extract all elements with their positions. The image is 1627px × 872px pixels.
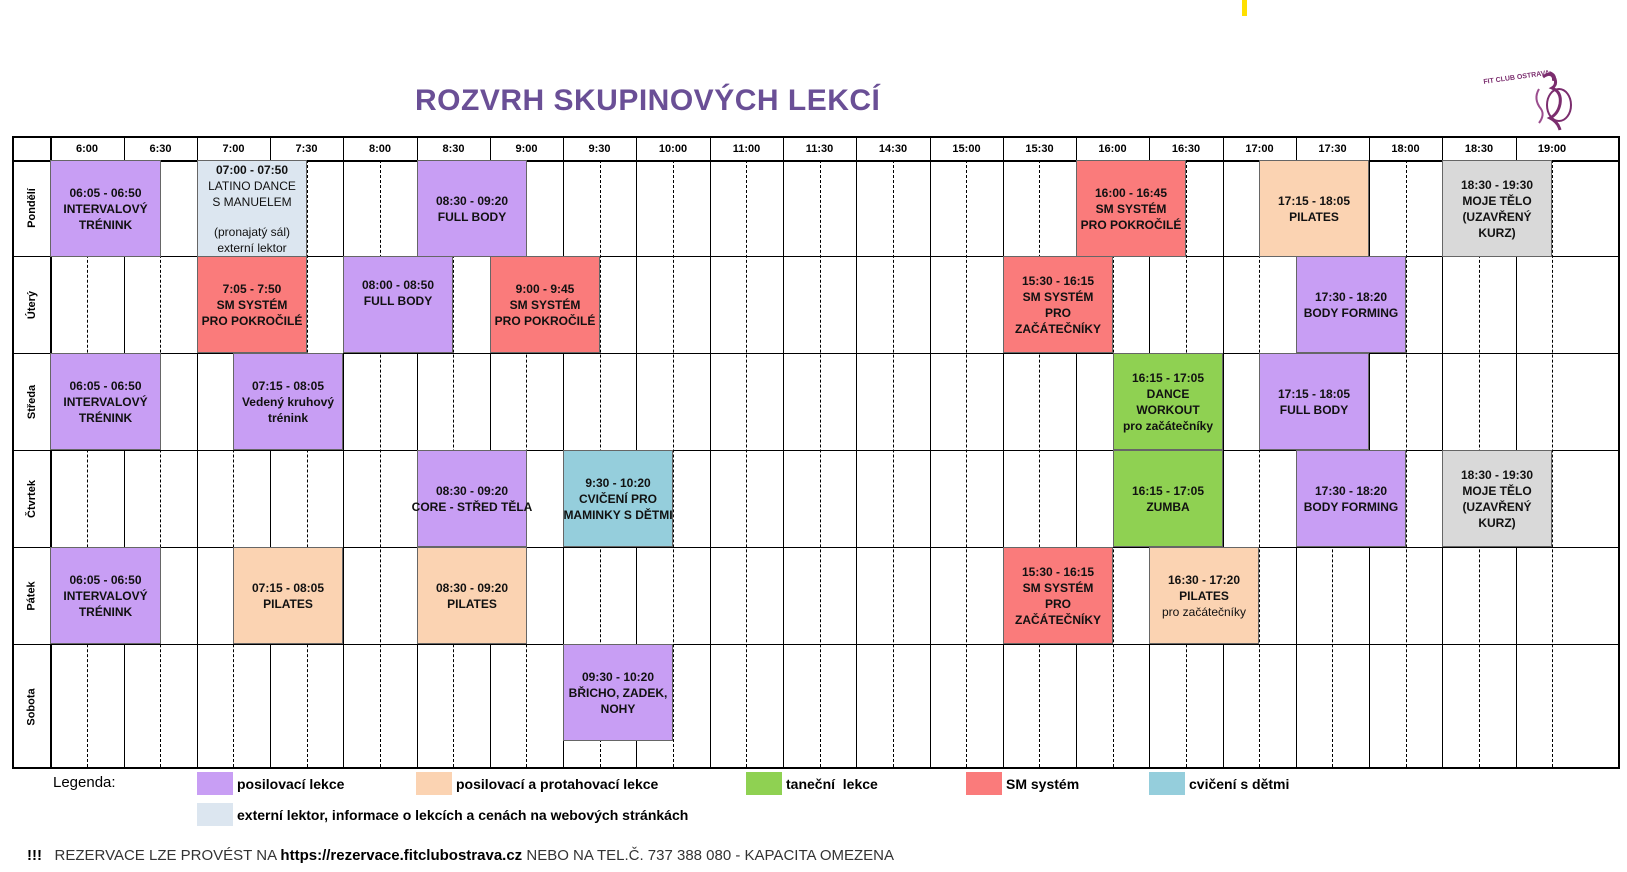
quarter-divider bbox=[893, 160, 894, 767]
lesson-name: LATINO DANCE bbox=[208, 178, 296, 193]
lesson-name: BODY FORMING bbox=[1303, 499, 1399, 514]
lesson-name: MOJE TĚLO bbox=[1462, 483, 1532, 498]
lesson-name: BODY FORMING bbox=[1303, 305, 1399, 320]
quarter-divider bbox=[746, 160, 747, 767]
lesson-name: BŘICHO, ZADEK, bbox=[568, 685, 668, 700]
lesson-tue-sm-2[interactable] bbox=[490, 256, 600, 353]
time-label: 17:00 bbox=[1245, 143, 1274, 155]
lesson-name: FULL BODY bbox=[1279, 402, 1349, 417]
legend-label: externí lektor, informace o lekcích a cenách na webových stránkách bbox=[237, 807, 689, 823]
col-divider bbox=[783, 138, 784, 767]
lesson-name: ZUMBA bbox=[1146, 499, 1190, 514]
lesson-name: SM SYSTÉM bbox=[216, 297, 288, 312]
day-label-tuesday bbox=[14, 256, 50, 353]
col-divider bbox=[1223, 138, 1224, 767]
lesson-time: 16:15 - 17:05 bbox=[1131, 370, 1205, 385]
day-text: Úterý bbox=[26, 290, 38, 319]
lesson-time: 18:30 - 19:30 bbox=[1460, 467, 1534, 482]
col-divider bbox=[1003, 138, 1004, 767]
legend-label: cvičení s dětmi bbox=[1189, 776, 1290, 792]
lesson-time: 17:15 - 18:05 bbox=[1277, 193, 1351, 208]
lesson-time: 7:05 - 7:50 bbox=[222, 281, 282, 296]
time-label: 11:00 bbox=[732, 143, 761, 155]
lesson-time: 06:05 - 06:50 bbox=[69, 185, 142, 200]
lesson-name: (UZAVŘENÝ KURZ) bbox=[1462, 499, 1532, 530]
lesson-time: 08:00 - 08:50 bbox=[361, 278, 435, 292]
lesson-fri-pilates-2[interactable] bbox=[417, 547, 527, 644]
lesson-name: pro začátečníky bbox=[1161, 604, 1247, 619]
lesson-time: 08:30 - 09:20 bbox=[435, 580, 509, 595]
time-label: 19:00 bbox=[1537, 143, 1567, 155]
day-label-saturday bbox=[14, 644, 50, 769]
day-text: Pondělí bbox=[26, 188, 39, 228]
lesson-time: 9:30 - 10:20 bbox=[585, 475, 651, 490]
day-text: Pátek bbox=[25, 580, 38, 611]
quarter-divider bbox=[1552, 160, 1553, 767]
lesson-mon-fullbody[interactable] bbox=[417, 160, 527, 257]
lesson-name: INTERVALOVÝ bbox=[63, 201, 148, 216]
quarter-divider bbox=[820, 160, 821, 767]
lesson-thu-bodyforming[interactable] bbox=[1296, 450, 1406, 547]
time-label: 14:30 bbox=[878, 143, 908, 155]
lesson-name: MAMINKY S DĚTMI bbox=[563, 507, 673, 522]
lesson-time: 07:15 - 08:05 bbox=[251, 378, 325, 393]
lesson-tue-sm-3[interactable] bbox=[1003, 256, 1113, 353]
lesson-time: 18:30 - 19:30 bbox=[1460, 177, 1534, 192]
lesson-wed-fullbody[interactable] bbox=[1259, 353, 1369, 450]
lesson-wed-interval[interactable] bbox=[50, 353, 161, 450]
lesson-time: 06:05 - 06:50 bbox=[69, 572, 142, 587]
day-label-wednesday bbox=[14, 353, 50, 450]
time-label: 8:00 bbox=[368, 143, 392, 155]
lesson-tue-sm-1[interactable] bbox=[197, 256, 307, 353]
lesson-time: 08:30 - 09:20 bbox=[435, 483, 509, 498]
footer-text: REZERVACE LZE PROVÉST NA bbox=[54, 847, 277, 864]
lesson-mon-mojetelo[interactable] bbox=[1442, 160, 1552, 257]
legend-label: taneční lekce bbox=[786, 776, 878, 792]
day-text: Středa bbox=[26, 384, 38, 419]
lesson-tue-bodyforming[interactable] bbox=[1296, 256, 1406, 353]
time-label: 7:30 bbox=[295, 143, 318, 155]
time-label: 7:00 bbox=[222, 143, 245, 155]
day-label-monday bbox=[14, 160, 50, 256]
lesson-time: 07:15 - 08:05 bbox=[251, 580, 325, 595]
time-label: 17:30 bbox=[1318, 143, 1347, 155]
lesson-name: MOJE TĚLO bbox=[1462, 193, 1532, 208]
lesson-name: SM SYSTÉM bbox=[1095, 201, 1167, 216]
lesson-time: 17:30 - 18:20 bbox=[1314, 289, 1388, 304]
reservation-link[interactable]: https://rezervace.fitclubostrava.cz bbox=[280, 847, 523, 864]
lesson-name: DANCE WORKOUT bbox=[1136, 386, 1200, 417]
legend-title: Legenda: bbox=[53, 774, 116, 791]
time-label: 18:00 bbox=[1391, 143, 1420, 155]
lesson-name: trénink bbox=[267, 410, 308, 425]
time-label: 16:30 bbox=[1171, 143, 1201, 155]
legend-swatch-sm bbox=[966, 772, 1002, 795]
yellow-mark bbox=[1242, 0, 1247, 16]
lesson-name: PRO POKROČILÉ bbox=[201, 313, 303, 328]
lesson-time: 17:30 - 18:20 bbox=[1314, 483, 1388, 498]
lesson-time: 16:00 - 16:45 bbox=[1094, 185, 1168, 200]
legend-swatch-tanecni bbox=[746, 772, 782, 795]
time-label: 18:30 bbox=[1464, 143, 1494, 155]
lesson-wed-kruhovy[interactable] bbox=[233, 353, 343, 450]
lesson-time: 17:15 - 18:05 bbox=[1277, 386, 1351, 401]
lesson-name: TRÉNINK bbox=[78, 410, 133, 425]
col-divider bbox=[856, 138, 857, 767]
lesson-time: 07:00 - 07:50 bbox=[215, 162, 289, 177]
lesson-name: TRÉNINK bbox=[78, 604, 133, 619]
lesson-wed-dance[interactable] bbox=[1113, 353, 1223, 450]
legend-label: posilovací lekce bbox=[237, 776, 345, 792]
time-label: 8:30 bbox=[442, 143, 465, 155]
legend-swatch-deti bbox=[1149, 772, 1185, 795]
footer-note bbox=[27, 847, 894, 864]
lesson-mon-pilates[interactable] bbox=[1259, 160, 1369, 257]
lesson-time: 9:00 - 9:45 bbox=[515, 281, 575, 296]
lesson-name: CVIČENÍ PRO bbox=[578, 491, 657, 506]
row-divider bbox=[14, 644, 1618, 645]
lesson-name: INTERVALOVÝ bbox=[63, 394, 148, 409]
quarter-divider bbox=[1039, 160, 1040, 767]
lesson-name: FULL BODY bbox=[363, 294, 433, 308]
time-label: 6:30 bbox=[149, 143, 172, 155]
quarter-divider bbox=[307, 160, 308, 767]
quarter-divider bbox=[966, 160, 967, 767]
legend-swatch-posilovaci bbox=[197, 772, 233, 795]
lesson-name: PILATES bbox=[447, 596, 497, 611]
lesson-sat-bricho[interactable] bbox=[563, 644, 673, 741]
lesson-name: PILATES bbox=[263, 596, 313, 611]
lesson-fri-pilates-1[interactable] bbox=[233, 547, 343, 644]
page-title: ROZVRH SKUPINOVÝCH LEKCÍ bbox=[415, 84, 881, 117]
lesson-name: PRO POKROČILÉ bbox=[1080, 217, 1182, 232]
lesson-thu-core[interactable] bbox=[411, 450, 533, 547]
lesson-name: PRO POKROČILÉ bbox=[494, 313, 596, 328]
lesson-name: NOHY bbox=[600, 701, 636, 716]
legend-swatch-protahovaci bbox=[416, 772, 452, 795]
time-label: 15:00 bbox=[952, 143, 981, 155]
time-label: 9:00 bbox=[515, 143, 538, 155]
footer-marks: !!! bbox=[27, 847, 42, 864]
lesson-time: 15:30 - 16:15 bbox=[1021, 273, 1095, 288]
lesson-thu-maminky[interactable] bbox=[563, 450, 673, 547]
lesson-name: SM SYSTÉM bbox=[1022, 289, 1094, 304]
lesson-name: Vedený kruhový bbox=[241, 394, 335, 409]
lesson-note: externí lektor bbox=[217, 240, 287, 255]
lesson-tue-fullbody[interactable] bbox=[343, 256, 453, 353]
legend-label: posilovací a protahovací lekce bbox=[456, 776, 659, 792]
legend-swatch-externi bbox=[197, 803, 233, 826]
lesson-mon-sm[interactable] bbox=[1076, 160, 1186, 257]
col-divider bbox=[343, 138, 344, 767]
footer-text: NEBO NA TEL.Č. 737 388 080 - KAPACITA OMEZENA bbox=[526, 847, 895, 864]
time-label: 9:30 bbox=[588, 143, 611, 155]
lesson-time: 06:05 - 06:50 bbox=[69, 378, 142, 393]
lesson-time: 16:30 - 17:20 bbox=[1167, 572, 1241, 587]
quarter-divider bbox=[1406, 160, 1407, 767]
lesson-name: (UZAVŘENÝ KURZ) bbox=[1462, 209, 1532, 240]
time-label: 10:00 bbox=[658, 143, 688, 155]
lesson-time: 09:30 - 10:20 bbox=[581, 669, 655, 684]
day-text: Sobota bbox=[26, 687, 38, 726]
lesson-name: S MANUELEM bbox=[212, 194, 292, 209]
lesson-mon-latino[interactable] bbox=[197, 160, 307, 257]
lesson-name: SM SYSTÉM bbox=[1022, 580, 1094, 595]
lesson-name: pro začátečníky bbox=[1122, 418, 1214, 433]
logo-text: FIT CLUB OSTRAVA bbox=[1483, 69, 1551, 86]
lesson-thu-zumba[interactable] bbox=[1113, 450, 1223, 547]
time-label: 6:00 bbox=[75, 143, 99, 155]
col-divider bbox=[710, 138, 711, 767]
lesson-name: PILATES bbox=[1289, 209, 1339, 224]
lesson-name: FULL BODY bbox=[437, 209, 507, 224]
lesson-name: PILATES bbox=[1179, 588, 1229, 603]
lesson-time: 08:30 - 09:20 bbox=[435, 193, 509, 208]
day-text: Čtvrtek bbox=[26, 479, 38, 518]
time-label: 11:30 bbox=[805, 143, 834, 155]
schedule-grid bbox=[12, 136, 1620, 769]
time-label: 15:30 bbox=[1025, 143, 1054, 155]
lesson-name: SM SYSTÉM bbox=[509, 297, 581, 312]
lesson-time: 15:30 - 16:15 bbox=[1021, 564, 1095, 579]
lesson-time: 16:15 - 17:05 bbox=[1131, 483, 1205, 498]
lesson-name: PRO ZAČÁTEČNÍKY bbox=[1015, 596, 1101, 627]
lesson-fri-interval[interactable] bbox=[50, 547, 161, 644]
lesson-thu-mojetelo[interactable] bbox=[1442, 450, 1552, 547]
lesson-name: INTERVALOVÝ bbox=[63, 588, 148, 603]
day-label-thursday bbox=[14, 450, 50, 547]
legend-label: SM systém bbox=[1006, 776, 1080, 792]
lesson-fri-pilates-3[interactable] bbox=[1149, 547, 1259, 644]
lesson-note: (pronajatý sál) bbox=[213, 224, 291, 239]
day-label-friday bbox=[14, 547, 50, 644]
lesson-fri-sm[interactable] bbox=[1003, 547, 1113, 644]
lesson-name: PRO ZAČÁTEČNÍKY bbox=[1015, 305, 1101, 336]
lesson-name: CORE - STŘED TĚLA bbox=[411, 499, 533, 514]
quarter-divider bbox=[380, 160, 381, 767]
time-label: 16:00 bbox=[1098, 143, 1127, 155]
lesson-name: TRÉNINK bbox=[78, 217, 133, 232]
col-divider bbox=[930, 138, 931, 767]
lesson-mon-interval[interactable] bbox=[50, 160, 161, 257]
quarter-divider bbox=[673, 160, 674, 767]
